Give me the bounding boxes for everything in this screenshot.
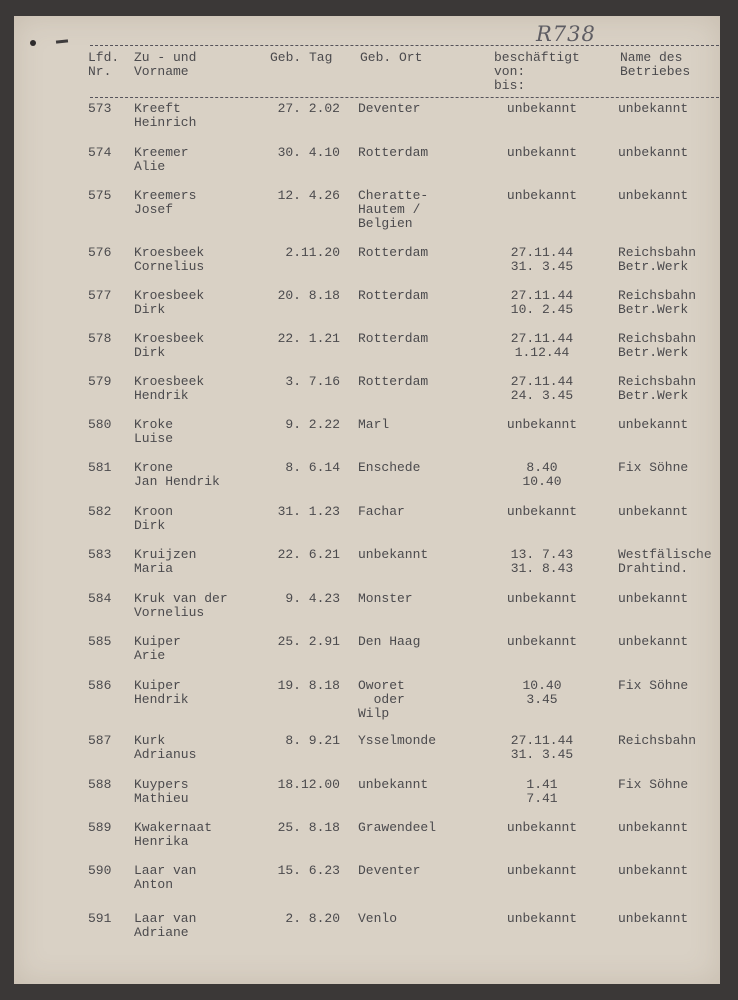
row-birth-date: 25. 2.91	[277, 634, 340, 649]
row-employment-period: unbekannt	[506, 188, 578, 203]
row-number: 586	[88, 678, 112, 693]
row-number: 574	[88, 145, 112, 160]
row-birth-date: 30. 4.10	[277, 145, 340, 160]
row-employment-period: unbekannt	[506, 417, 578, 432]
row-employment-period: unbekannt	[506, 101, 578, 116]
row-name: Kroesbeek Hendrik	[134, 374, 205, 403]
row-company: unbekannt	[618, 634, 689, 649]
row-company: unbekannt	[618, 417, 689, 432]
row-company: unbekannt	[618, 101, 689, 116]
header-name: Zu - und Vorname	[134, 50, 197, 79]
row-birth-date: 19. 8.18	[277, 678, 340, 693]
row-number: 588	[88, 777, 112, 792]
row-name: Kreeft Heinrich	[134, 101, 197, 130]
row-name: Kroesbeek Cornelius	[134, 245, 205, 274]
punch-hole-mark	[30, 40, 36, 46]
row-birth-place: Rotterdam	[358, 331, 429, 346]
row-birth-place: Venlo	[358, 911, 398, 926]
row-employment-period: unbekannt	[506, 863, 578, 878]
row-name: Kruijzen Maria	[134, 547, 197, 576]
header-rule-top	[90, 45, 720, 46]
row-number: 582	[88, 504, 112, 519]
row-company: unbekannt	[618, 504, 689, 519]
row-name: Kwakernaat Henrika	[134, 820, 213, 849]
row-number: 587	[88, 733, 112, 748]
row-birth-date: 15. 6.23	[277, 863, 340, 878]
row-company: Reichsbahn Betr.Werk	[618, 288, 697, 317]
row-birth-date: 9. 4.23	[285, 591, 340, 606]
row-birth-date: 8. 9.21	[285, 733, 340, 748]
row-birth-place: Marl	[358, 417, 390, 432]
row-company: Reichsbahn Betr.Werk	[618, 331, 697, 360]
row-company: Fix Söhne	[618, 460, 689, 475]
row-number: 575	[88, 188, 112, 203]
row-birth-place: Rotterdam	[358, 245, 429, 260]
row-birth-place: Rotterdam	[358, 145, 429, 160]
row-birth-date: 3. 7.16	[285, 374, 340, 389]
row-employment-period: unbekannt	[506, 634, 578, 649]
row-birth-place: Enschede	[358, 460, 421, 475]
row-birth-date: 2. 8.20	[285, 911, 340, 926]
row-company: Fix Söhne	[618, 678, 689, 693]
row-number: 584	[88, 591, 112, 606]
row-employment-period: 27.11.44 31. 3.45	[510, 733, 574, 762]
row-birth-place: Cheratte- Hautem / Belgien	[358, 188, 429, 231]
row-employment-period: 8.40 10.40	[522, 460, 562, 489]
row-birth-date: 20. 8.18	[277, 288, 340, 303]
row-birth-place: Deventer	[358, 101, 421, 116]
row-birth-place: Den Haag	[358, 634, 421, 649]
row-name: Kroke Luise	[134, 417, 174, 446]
row-company: unbekannt	[618, 188, 689, 203]
row-name: Krone Jan Hendrik	[134, 460, 220, 489]
row-employment-period: 27.11.44 24. 3.45	[510, 374, 574, 403]
header-beschaeftigt: beschäftigt von: bis:	[494, 50, 580, 93]
row-birth-date: 22. 6.21	[277, 547, 340, 562]
row-name: Kroesbeek Dirk	[134, 331, 205, 360]
row-birth-place: unbekannt	[358, 547, 429, 562]
row-company: Westfälische Drahtind.	[618, 547, 712, 576]
row-birth-date: 22. 1.21	[277, 331, 340, 346]
header-lfd-nr: Lfd. Nr.	[88, 50, 120, 79]
row-employment-period: 27.11.44 31. 3.45	[510, 245, 574, 274]
row-employment-period: unbekannt	[506, 591, 578, 606]
document-page	[14, 16, 720, 984]
row-birth-date: 31. 1.23	[277, 504, 340, 519]
row-employment-period: unbekannt	[506, 820, 578, 835]
row-name: Kuiper Hendrik	[134, 678, 189, 707]
row-number: 580	[88, 417, 112, 432]
row-birth-date: 25. 8.18	[277, 820, 340, 835]
row-employment-period: 1.41 7.41	[526, 777, 558, 806]
row-birth-place: Monster	[358, 591, 413, 606]
row-birth-place: Grawendeel	[358, 820, 437, 835]
row-birth-date: 27. 2.02	[277, 101, 340, 116]
row-company: unbekannt	[618, 591, 689, 606]
row-company: Reichsbahn Betr.Werk	[618, 374, 697, 403]
row-birth-date: 9. 2.22	[285, 417, 340, 432]
row-number: 576	[88, 245, 112, 260]
handwritten-reference: R738	[536, 22, 596, 46]
row-name: Kuiper Arie	[134, 634, 181, 663]
row-birth-place: Ysselmonde	[358, 733, 437, 748]
row-birth-place: unbekannt	[358, 777, 429, 792]
row-name: Laar van Anton	[134, 863, 197, 892]
row-name: Laar van Adriane	[134, 911, 197, 940]
row-name: Kruk van der Vornelius	[134, 591, 228, 620]
row-number: 589	[88, 820, 112, 835]
row-birth-place: Rotterdam	[358, 288, 429, 303]
row-company: Reichsbahn	[618, 733, 697, 748]
row-employment-period: unbekannt	[506, 145, 578, 160]
row-company: Fix Söhne	[618, 777, 689, 792]
row-number: 581	[88, 460, 112, 475]
row-employment-period: 27.11.44 1.12.44	[510, 331, 574, 360]
row-number: 578	[88, 331, 112, 346]
row-birth-place: Rotterdam	[358, 374, 429, 389]
row-employment-period: 27.11.44 10. 2.45	[510, 288, 574, 317]
header-geb-tag: Geb. Tag	[270, 50, 333, 65]
header-rule-bottom	[90, 97, 720, 98]
row-number: 590	[88, 863, 112, 878]
row-name: Kuypers Mathieu	[134, 777, 189, 806]
row-employment-period: 10.40 3.45	[522, 678, 562, 707]
row-birth-date: 18.12.00	[277, 777, 340, 792]
row-number: 577	[88, 288, 112, 303]
row-name: Kurk Adrianus	[134, 733, 197, 762]
row-birth-place: Oworet oder Wilp	[358, 678, 405, 721]
row-birth-place: Deventer	[358, 863, 421, 878]
header-geb-ort: Geb. Ort	[360, 50, 423, 65]
row-name: Kroon Dirk	[134, 504, 174, 533]
row-employment-period: unbekannt	[506, 504, 578, 519]
row-employment-period: 13. 7.43 31. 8.43	[510, 547, 574, 576]
row-employment-period: unbekannt	[506, 911, 578, 926]
row-name: Kroesbeek Dirk	[134, 288, 205, 317]
row-number: 583	[88, 547, 112, 562]
row-name: Kreemer Alie	[134, 145, 189, 174]
row-number: 579	[88, 374, 112, 389]
row-company: Reichsbahn Betr.Werk	[618, 245, 697, 274]
row-company: unbekannt	[618, 820, 689, 835]
header-betrieb: Name des Betriebes	[620, 50, 691, 79]
row-birth-date: 8. 6.14	[285, 460, 340, 475]
row-birth-date: 2.11.20	[285, 245, 340, 260]
row-birth-date: 12. 4.26	[277, 188, 340, 203]
row-company: unbekannt	[618, 145, 689, 160]
row-company: unbekannt	[618, 911, 689, 926]
row-name: Kreemers Josef	[134, 188, 197, 217]
row-number: 573	[88, 101, 112, 116]
row-number: 585	[88, 634, 112, 649]
row-company: unbekannt	[618, 863, 689, 878]
pencil-mark	[56, 39, 68, 43]
row-number: 591	[88, 911, 112, 926]
row-birth-place: Fachar	[358, 504, 405, 519]
